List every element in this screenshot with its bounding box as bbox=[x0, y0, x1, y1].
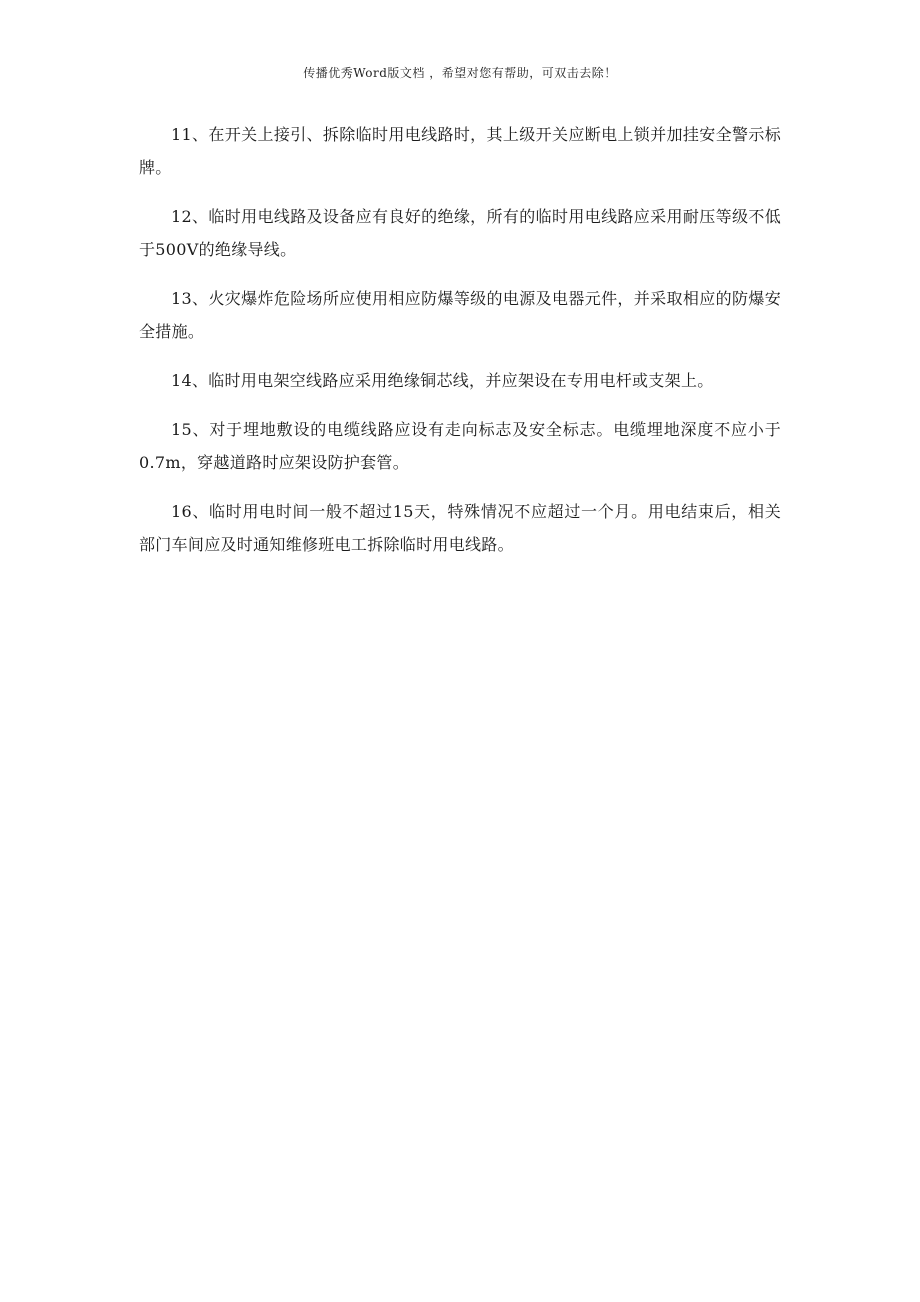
paragraph-14: 14、临时用电架空线路应采用绝缘铜芯线，并应架设在专用电杆或支架上。 bbox=[171, 371, 714, 390]
paragraph-16: 16、临时用电时间一般不超过15天，特殊情况不应超过一个月。用电结束后，相关部门车间应及时通知维修班电工拆除临时用电线路。 bbox=[139, 502, 781, 554]
paragraph-15: 15、对于埋地敷设的电缆线路应设有走向标志及安全标志。电缆埋地深度不应小于0.7m，穿越道路时应架设防护套管。 bbox=[139, 420, 781, 472]
header-note[interactable]: 传播优秀Word版文档 ，希望对您有帮助，可双击去除！ bbox=[303, 66, 617, 80]
paragraph-13: 13、火灾爆炸危险场所应使用相应防爆等级的电源及电器元件，并采取相应的防爆安全措施。 bbox=[139, 289, 781, 341]
paragraph-12: 12、临时用电线路及设备应有良好的绝缘，所有的临时用电线路应采用耐压等级不低于500V的绝缘导线。 bbox=[139, 207, 781, 259]
document-body bbox=[139, 118, 781, 577]
paragraph-11: 11、在开关上接引、拆除临时用电线路时，其上级开关应断电上锁并加挂安全警示标牌。 bbox=[139, 125, 781, 177]
